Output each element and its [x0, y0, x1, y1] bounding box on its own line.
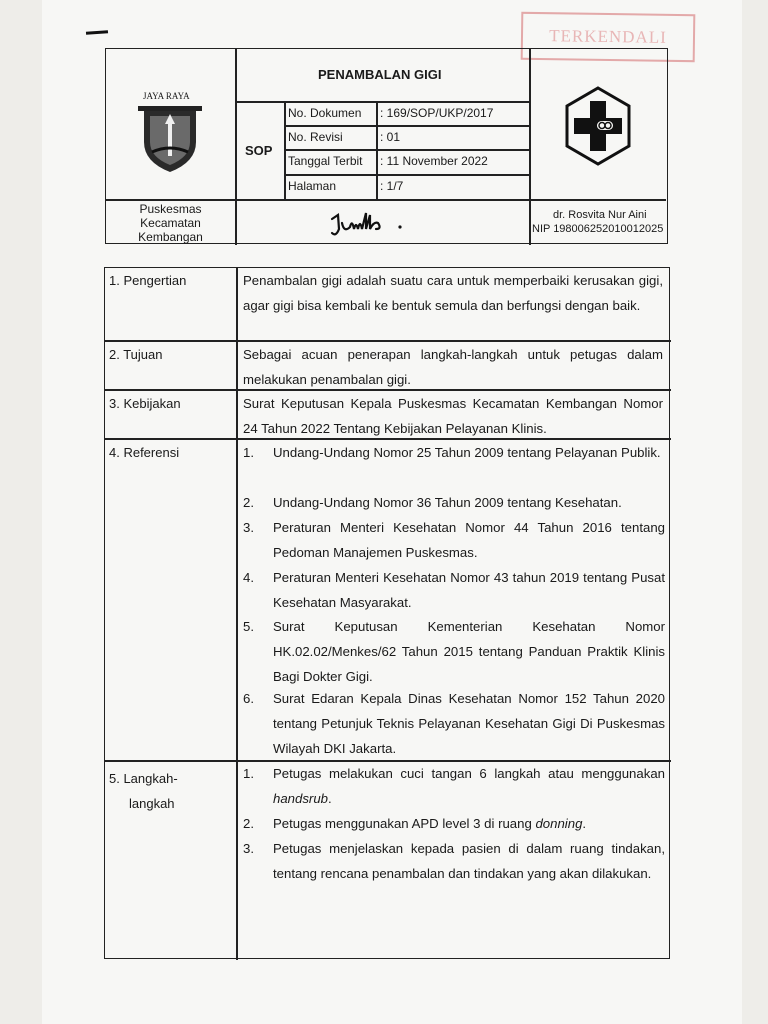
- referensi-label: 4. Referensi: [109, 445, 180, 460]
- signer-name: dr. Rosvita Nur Aini: [553, 209, 647, 221]
- row-value-no-revisi: : 01: [380, 130, 401, 144]
- langkah-label: 5. Langkah- langkah: [109, 771, 178, 811]
- controlled-stamp: TERKENDALI: [521, 12, 696, 62]
- row-value-tanggal-terbit: : 11 November 2022: [380, 154, 488, 168]
- sop-label: SOP: [245, 143, 273, 158]
- sop-header-table: [105, 48, 668, 244]
- row-value-no-dokumen: : 169/SOP/UKP/2017: [380, 106, 494, 120]
- row-value-halaman: : 1/7: [380, 179, 404, 193]
- dki-jakarta-emblem-icon: [138, 104, 202, 174]
- langkah-item: 3. Petugas menjelaskan kepada pasien di dalam ruang tindakan, tentang rencana penambalan dan tindakan yang akan dilakukan.: [243, 841, 665, 881]
- referensi-item: 6. Surat Edaran Kepala Dinas Kesehatan Nomor 152 Tahun 2020 tentang Petunjuk Teknis Pelayanan Kesehatan Gigi Di Puskesmas Wilayah DKI Jakarta.: [243, 691, 665, 756]
- signature: [328, 207, 408, 241]
- referensi-item: 4. Peraturan Menteri Kesehatan Nomor 43 tahun 2019 tentang Pusat Kesehatan Masyarakat.: [243, 570, 665, 610]
- langkah-item: 2. Petugas menggunakan APD level 3 di ruang donning.: [243, 816, 587, 831]
- referensi-item: 3. Peraturan Menteri Kesehatan Nomor 44 Tahun 2016 tentang Pedoman Manajemen Puskesmas.: [243, 520, 665, 560]
- jaya-raya-text: JAYA RAYA: [143, 91, 190, 101]
- institution-name: Puskesmas Kecamatan Kembangan: [138, 202, 203, 244]
- sop-content-table: [104, 267, 670, 959]
- row-label-halaman: Halaman: [288, 179, 337, 193]
- row-label-no-dokumen: No. Dokumen: [288, 106, 362, 120]
- tujuan-label: 2. Tujuan: [109, 347, 163, 362]
- kebijakan-text: Surat Keputusan Kepala Puskesmas Kecamatan Kembangan Nomor 24 Tahun 2022 Tentang Kebijakan Pelayanan Klinis.: [243, 396, 663, 436]
- langkah-item: 1. Petugas melakukan cuci tangan 6 langkah atau menggunakan handsrub.: [243, 766, 665, 806]
- referensi-item: 1. Undang-Undang Nomor 25 Tahun 2009 tentang Pelayanan Publik.: [243, 445, 661, 460]
- signer-nip: NIP 198006252010012025: [532, 223, 664, 235]
- pengertian-text: Penambalan gigi adalah suatu cara untuk memperbaiki kerusakan gigi, agar gigi bisa kembali ke bentuk semula dan berfungsi dengan baik.: [243, 273, 663, 313]
- kebijakan-label: 3. Kebijakan: [109, 396, 181, 411]
- pengertian-label: 1. Pengertian: [109, 273, 187, 288]
- row-label-no-revisi: No. Revisi: [288, 130, 343, 144]
- puskesmas-logo-icon: [563, 85, 633, 167]
- referensi-item: 2. Undang-Undang Nomor 36 Tahun 2009 tentang Kesehatan.: [243, 495, 622, 510]
- row-label-tanggal-terbit: Tanggal Terbit: [288, 154, 363, 168]
- document-title: PENAMBALAN GIGI: [318, 67, 442, 82]
- referensi-item: 5. Surat Keputusan Kementerian Kesehatan Nomor HK.02.02/Menkes/62 Tahun 2015 tentang Panduan Praktik Klinis Bagi Dokter Gigi.: [243, 619, 665, 684]
- tujuan-text: Sebagai acuan penerapan langkah-langkah untuk petugas dalam melakukan penambalan gigi.: [243, 347, 663, 387]
